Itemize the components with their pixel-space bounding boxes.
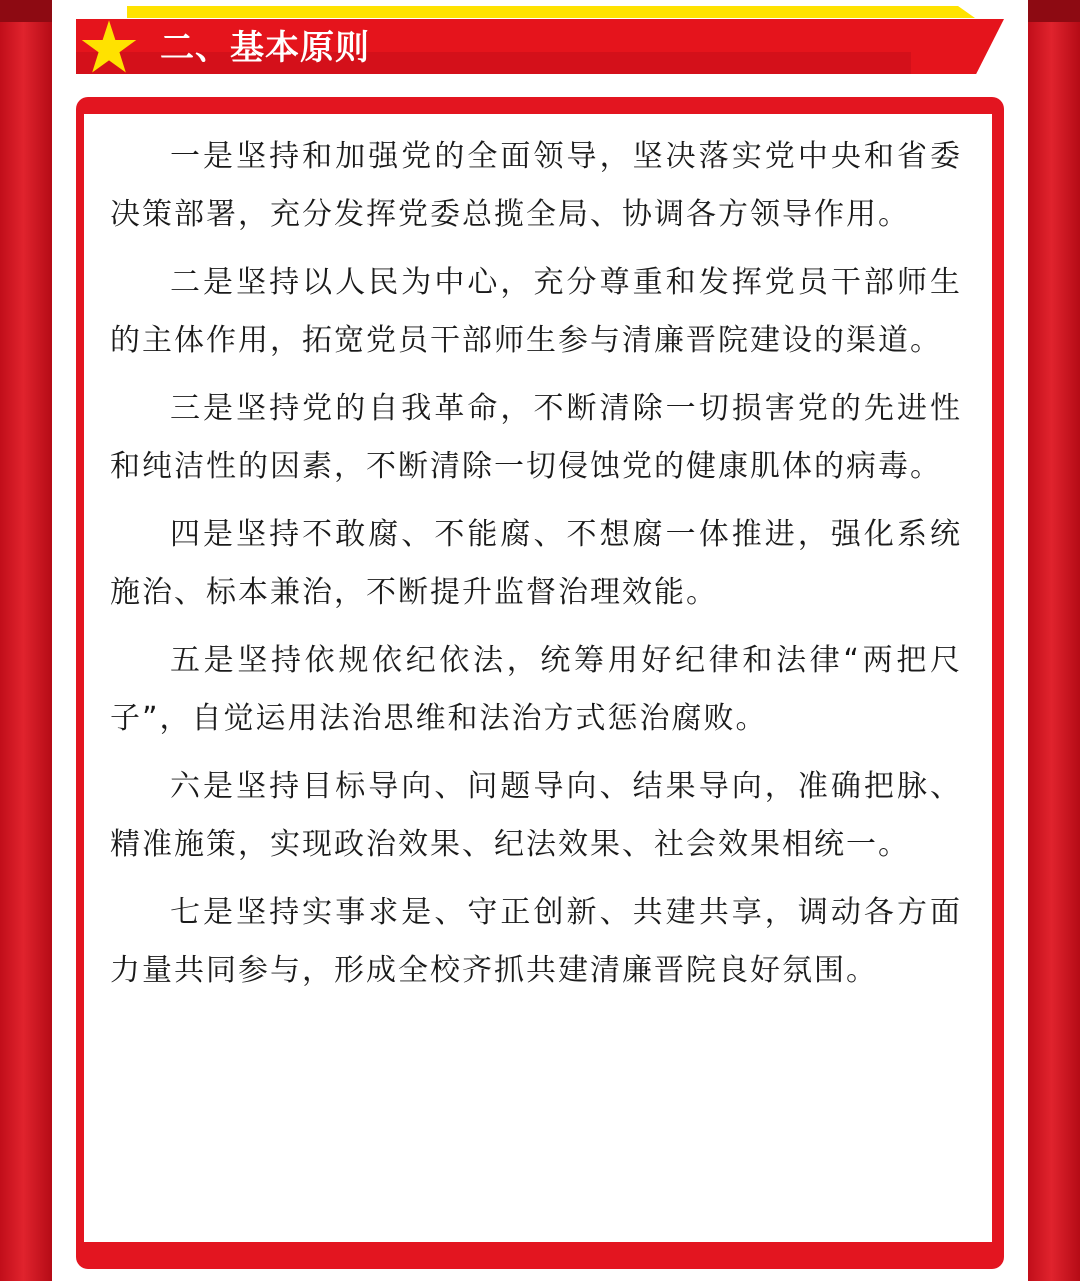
principle-paragraph-2: 二是坚持以人民为中心，充分尊重和发挥党员干部师生的主体作用，拓宽党员干部师生参与清廉晋院建设的渠道。 xyxy=(110,265,962,358)
principle-paragraph-3: 三是坚持党的自我革命，不断清除一切损害党的先进性和纯洁性的因素，不断清除一切侵蚀党的健康肌体的病毒。 xyxy=(110,391,962,484)
principle-paragraph-4: 四是坚持不敢腐、不能腐、不想腐一体推进，强化系统施治、标本兼治，不断提升监督治理效能。 xyxy=(110,517,962,610)
principle-paragraph-1: 一是坚持和加强党的全面领导，坚决落实党中央和省委决策部署，充分发挥党委总揽全局、协调各方领导作用。 xyxy=(110,139,962,232)
section-title: 二、基本原则 xyxy=(160,28,370,68)
header-yellow-stripe xyxy=(127,6,975,18)
right-side-border xyxy=(1028,0,1080,1281)
principle-paragraph-5: 五是坚持依规依纪依法，统筹用好纪律和法律“两把尺子”，自觉运用法治思维和法治方式惩治腐败。 xyxy=(110,643,962,736)
content-card xyxy=(76,97,1004,1269)
principle-paragraph-6: 六是坚持目标导向、问题导向、结果导向，准确把脉、精准施策，实现政治效果、纪法效果、社会效果相统一。 xyxy=(110,769,962,862)
left-side-border xyxy=(0,0,52,1281)
section-header xyxy=(0,0,1080,90)
content-body xyxy=(84,114,992,1242)
principle-paragraph-7: 七是坚持实事求是、守正创新、共建共享，调动各方面力量共同参与，形成全校齐抓共建清廉晋院良好氛围。 xyxy=(110,895,962,988)
star-icon xyxy=(80,18,138,76)
